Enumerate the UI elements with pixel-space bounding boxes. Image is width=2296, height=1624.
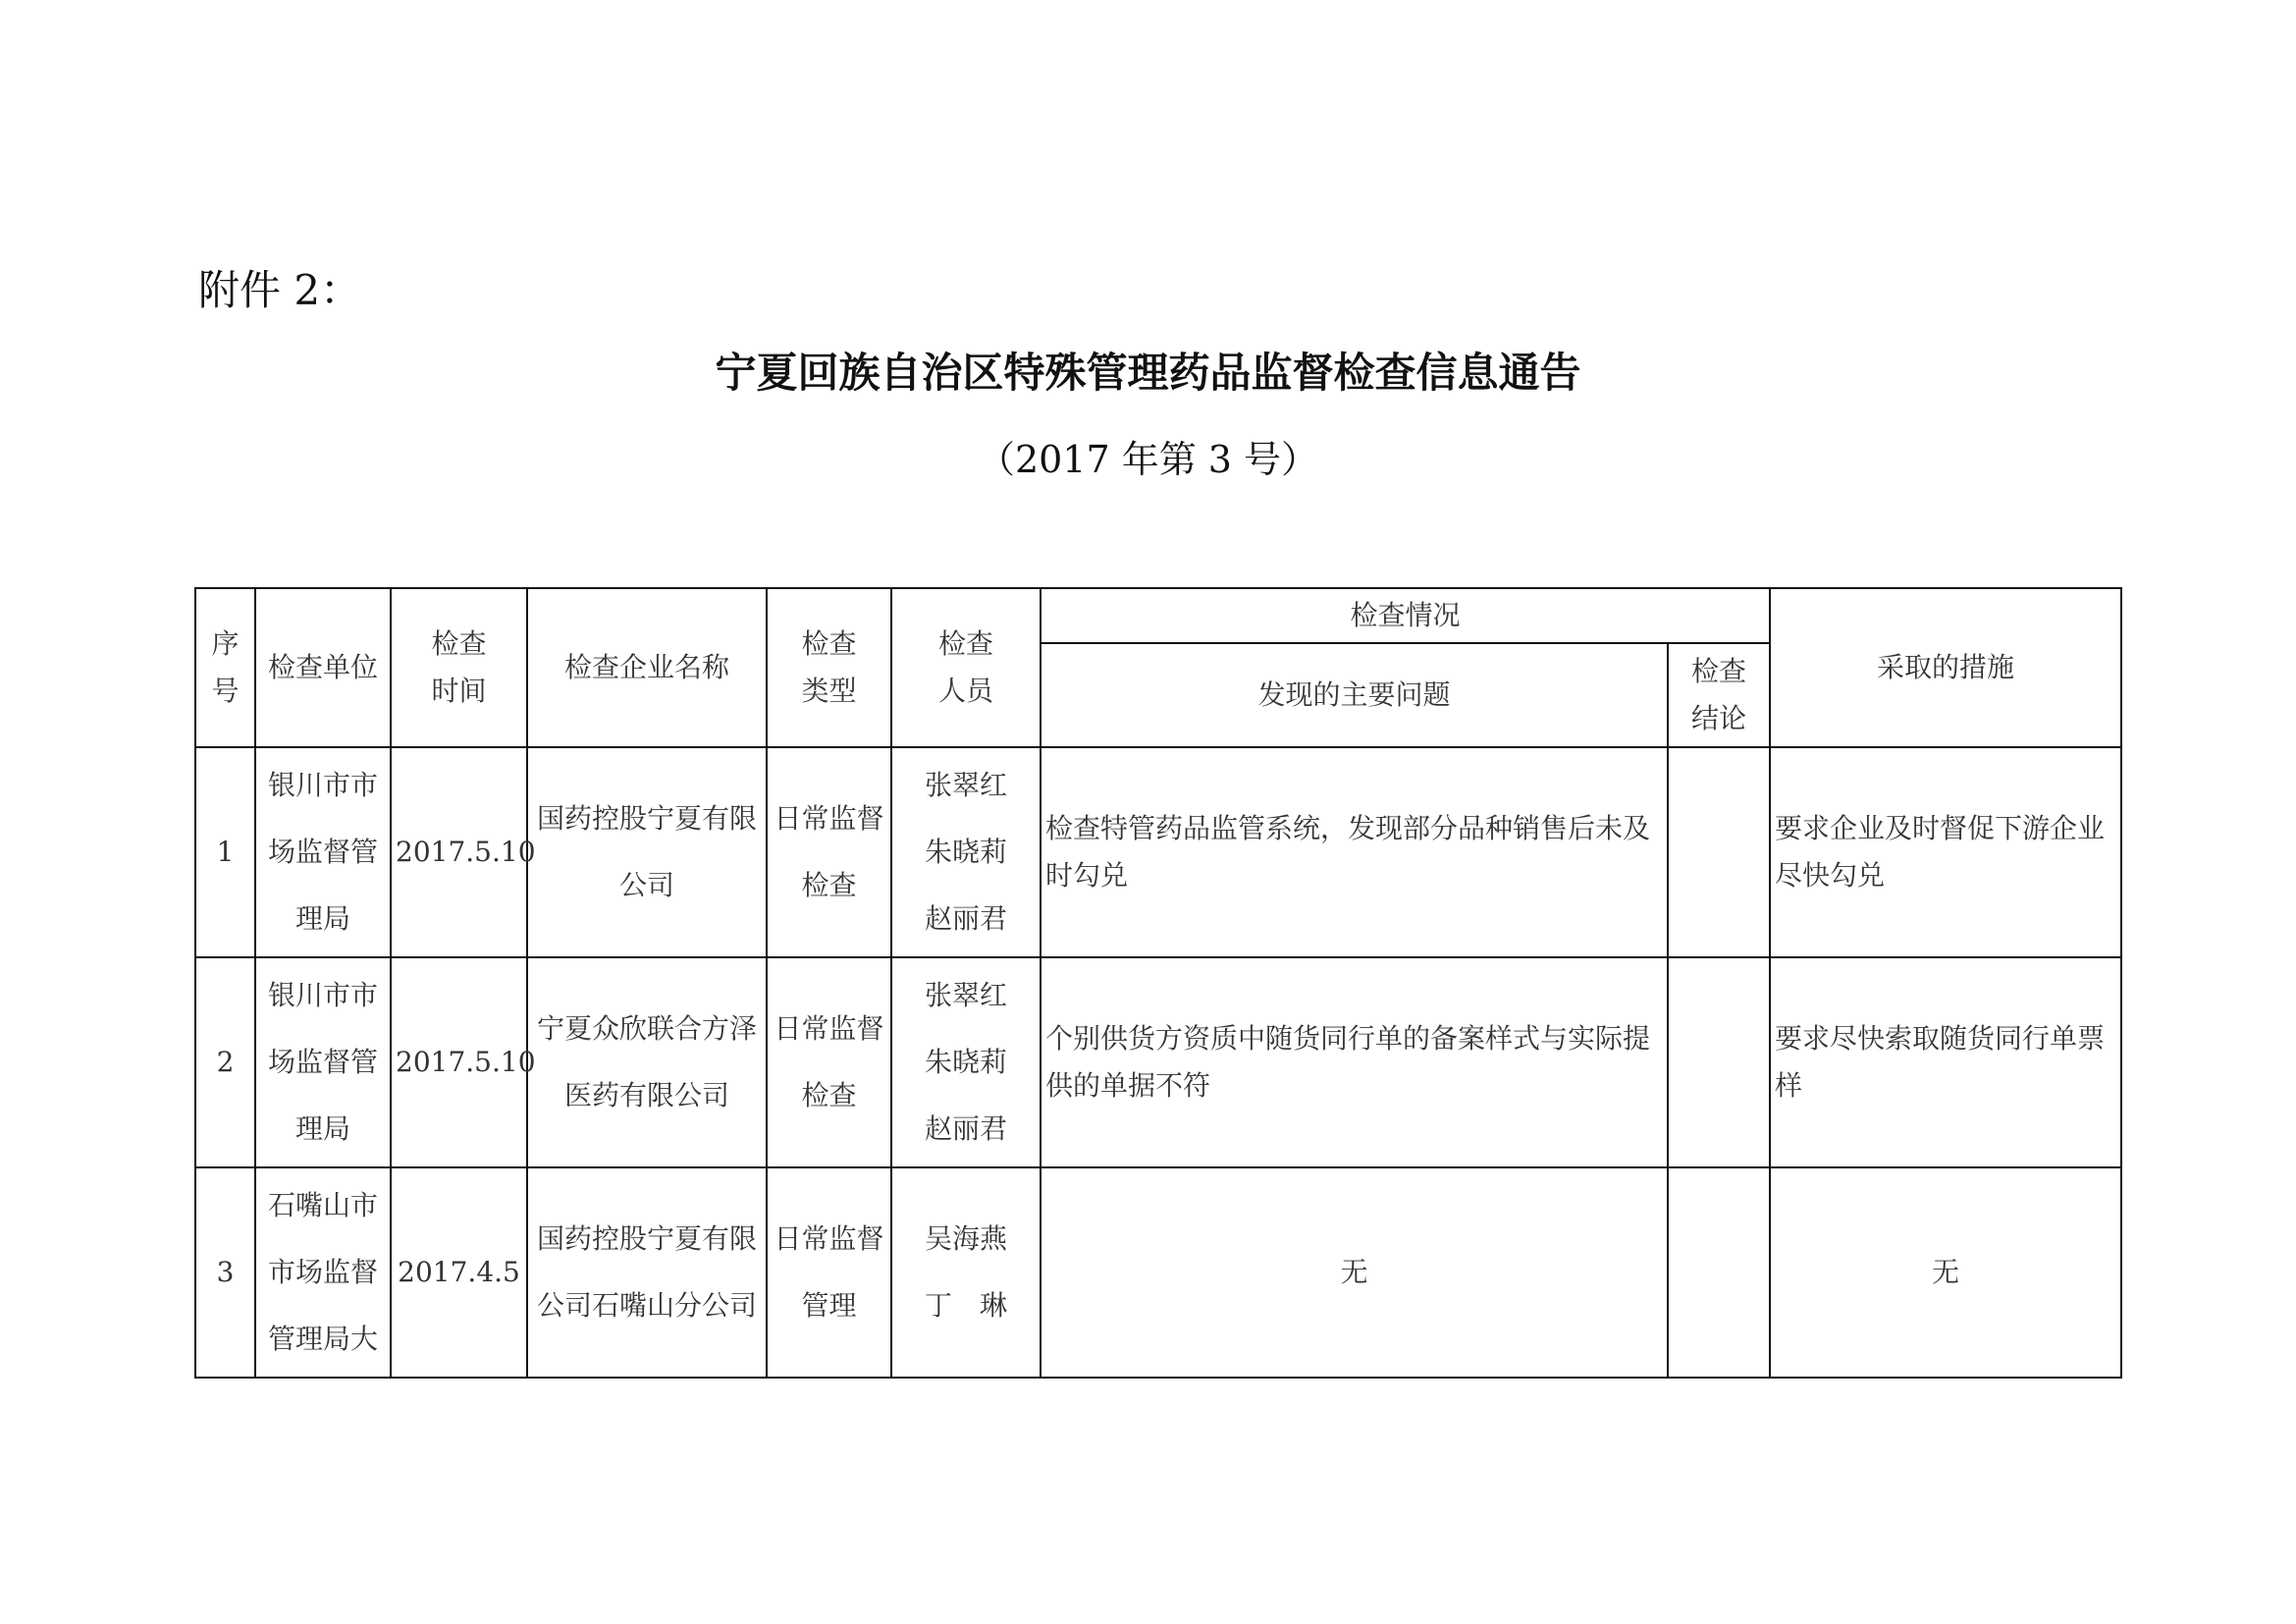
attachment-label: 附件 2： [198, 266, 362, 314]
row-unit: 石嘴山市市场监督管理局大 [255, 1167, 391, 1378]
row-time: 2017.5.10 [391, 747, 527, 957]
header-conclusion: 检查结论 [1668, 643, 1770, 747]
row-inspectors: 张翠红朱晓莉赵丽君 [891, 747, 1041, 957]
header-time: 检查时间 [391, 588, 527, 747]
row-conclusion [1668, 1167, 1770, 1378]
row-problems: 无 [1041, 1167, 1668, 1378]
row-inspectors: 张翠红朱晓莉赵丽君 [891, 957, 1041, 1167]
row-company: 国药控股宁夏有限公司石嘴山分公司 [527, 1167, 767, 1378]
row-type: 日常监督检查 [767, 957, 891, 1167]
row-measures: 无 [1770, 1167, 2121, 1378]
row-type: 日常监督管理 [767, 1167, 891, 1378]
row-company: 宁夏众欣联合方泽医药有限公司 [527, 957, 767, 1167]
row-company: 国药控股宁夏有限公司 [527, 747, 767, 957]
row-measures: 要求尽快索取随货同行单票样 [1770, 957, 2121, 1167]
row-measures: 要求企业及时督促下游企业尽快勾兑 [1770, 747, 2121, 957]
row-time: 2017.5.10 [391, 957, 527, 1167]
header-problems: 发现的主要问题 [1041, 643, 1668, 747]
row-problems: 检查特管药品监管系统，发现部分品种销售后未及时勾兑 [1041, 747, 1668, 957]
header-situation: 检查情况 [1041, 588, 1770, 643]
table-row [195, 747, 2121, 957]
header-unit: 检查单位 [255, 588, 391, 747]
table-header-row [195, 588, 2121, 643]
header-inspectors: 检查人员 [891, 588, 1041, 747]
header-seq: 序号 [195, 588, 255, 747]
row-seq: 1 [195, 747, 255, 957]
row-problems: 个别供货方资质中随货同行单的备案样式与实际提供的单据不符 [1041, 957, 1668, 1167]
inspection-table [194, 587, 2122, 1379]
table-row [195, 1167, 2121, 1378]
row-seq: 3 [195, 1167, 255, 1378]
header-company: 检查企业名称 [527, 588, 767, 747]
table-row [195, 957, 2121, 1167]
header-measures: 采取的措施 [1770, 588, 2121, 747]
row-inspectors: 吴海燕丁 琳 [891, 1167, 1041, 1378]
row-time: 2017.4.5 [391, 1167, 527, 1378]
document-subtitle: （2017 年第 3 号） [977, 438, 1319, 481]
row-conclusion [1668, 747, 1770, 957]
header-type: 检查类型 [767, 588, 891, 747]
row-seq: 2 [195, 957, 255, 1167]
document-title: 宁夏回族自治区特殊管理药品监督检查信息通告 [715, 349, 1581, 397]
row-conclusion [1668, 957, 1770, 1167]
row-unit: 银川市市场监督管理局 [255, 747, 391, 957]
row-unit: 银川市市场监督管理局 [255, 957, 391, 1167]
row-type: 日常监督检查 [767, 747, 891, 957]
